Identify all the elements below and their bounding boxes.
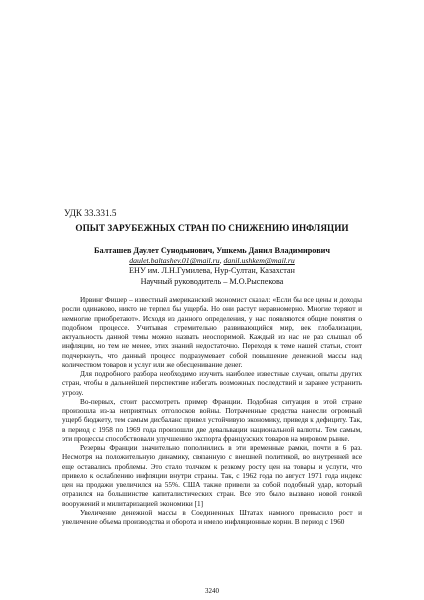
supervisor: Научный руководитель – М.О.Рыспекова — [140, 277, 284, 286]
email-link-2[interactable]: danil.ushkem@mail.ru — [223, 256, 295, 265]
udc-code: УДК 33.331.5 — [64, 208, 117, 218]
email-separator: , — [219, 256, 224, 265]
article-body — [62, 296, 362, 527]
email-link-1[interactable]: daulet.baltashev.01@mail.ru — [129, 256, 220, 265]
body-paragraph: Ирвинг Фишер – известный американский экономист сказал: «Если бы все цены и доходы росли одинаково, никто не терпел бы ущерба. Но они растут неравномерно. Многие теряют и немногие приобретают». Исходя из данного определения, у нас появляются общие понятия о подобном процессе. Учитывая стремительно развивающийся мир, век глобализации, актуальность данной темы можно назвать неоспоримой. Каждый из нас не раз слышал об инфляции, но тем не менее, этих знаний недостаточно. Переходя к теме нашей статьи, стоит подчеркнуть, что данный процесс подразумевает собой повышение денежной массы над количеством товаров и услуг или же обесценивание денег. — [62, 296, 362, 369]
author-names: Балташев Даулет Сунодынович, Ушкемь Данил Владимирович — [94, 246, 330, 255]
body-paragraph: Для подробного разбора необходимо изучить наиболее известные случаи, опыты других стран, чтобы в дальнейшей перспективе избегать возможных последствий и заранее устранить угрозу. — [62, 370, 362, 397]
body-paragraph: Резервы Франции значительно пополнились в эти временные рамки, почти в 6 раз. Несмотря на положительную динамику, связанную с внешней политикой, во внутренней все еще оставались проблемы. Это стало толчком к резкому росту цен на товары и услуги, что привело к ослаблению инфляции внутри страны. Так, с 1962 года по август 1971 года индекс цен на продажи увеличился на 55%. США также привели за собой подобный удар, который отразился на большинстве капиталистических стран. Все это было вызвано новой гонкой вооружений и милитаризацией экономики [1] — [62, 444, 362, 508]
article-title: ОПЫТ ЗАРУБЕЖНЫХ СТРАН ПО СНИЖЕНИЮ ИНФЛЯЦИИ — [75, 223, 349, 233]
body-paragraph: Во-первых, стоит рассмотреть пример Франции. Подобная ситуация в этой стране произошла из-за неприятных отголосков войны. Потраченные средства нанесли огромный ущерб бюджету, тем самым дисбаланс привел устойчивую экономику, приведя к дефициту. Так, в период с 1958 по 1969 года произошли две девальвации национальной валюты. Тем самым, эти процессы способствовали улучшению экспорта французских товаров на мировом рынке. — [62, 397, 362, 443]
author-emails — [56, 256, 368, 266]
affiliation: ЕНУ им. Л.Н.Гумилева, Нур-Султан, Казахстан — [129, 266, 295, 275]
page-number: 3240 — [205, 587, 219, 595]
body-paragraph: Увеличение денежной массы в Соединенных Штатах намного превысило рост и увеличение объема производства и оборота и нмело инфляционные корни. В период с 1960 — [62, 508, 362, 526]
